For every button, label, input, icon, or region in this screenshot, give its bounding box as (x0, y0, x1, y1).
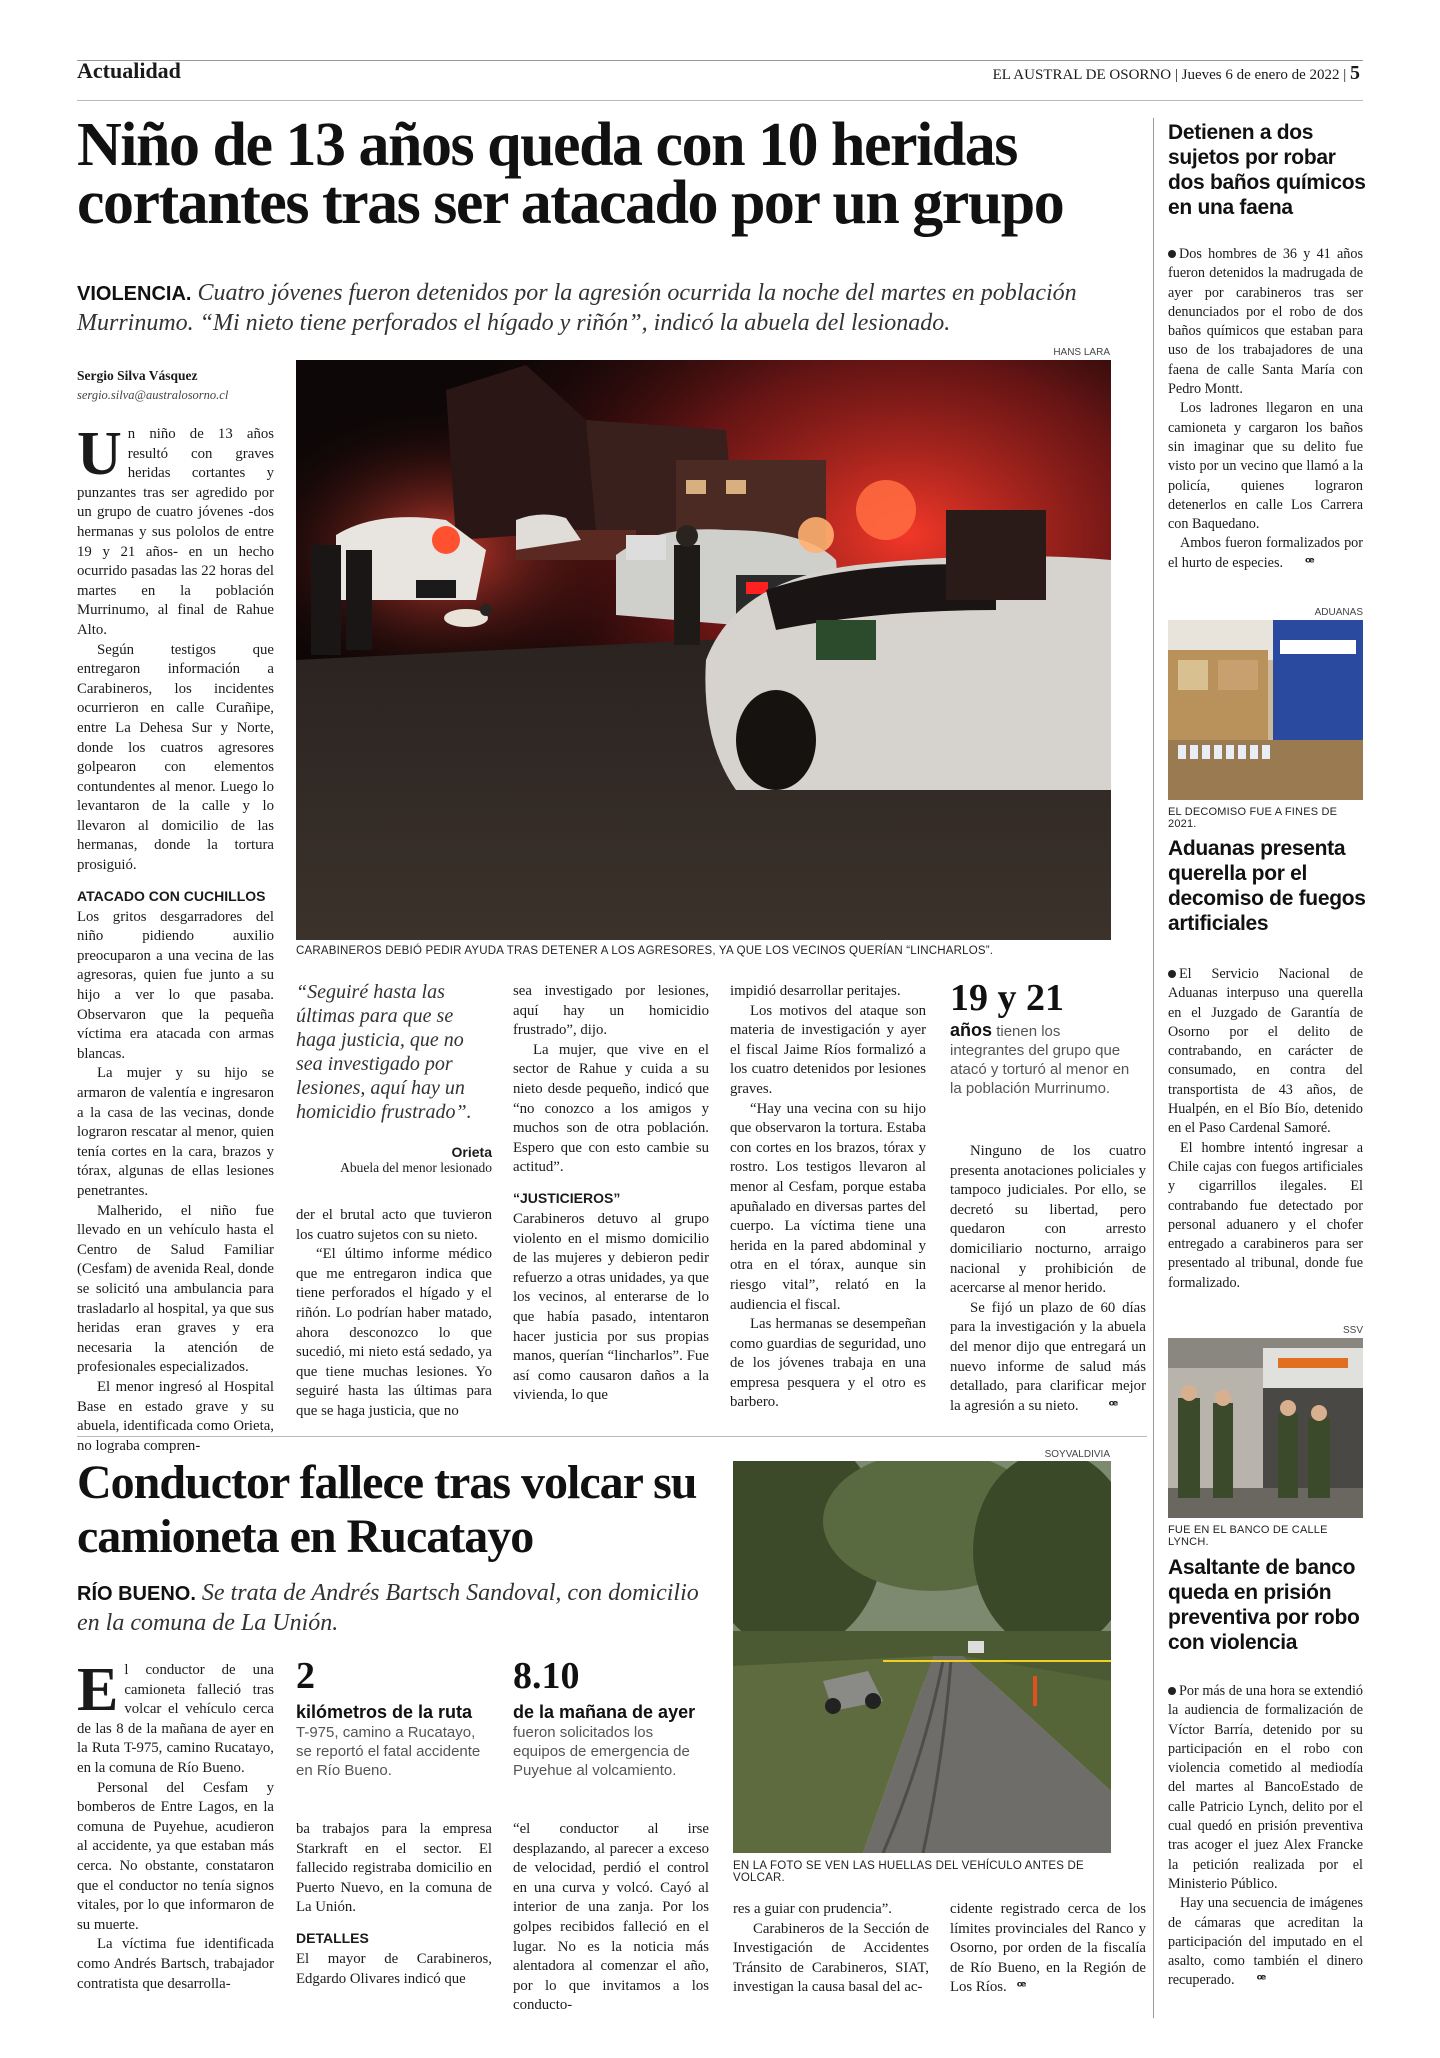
pull-quote (296, 980, 492, 1176)
main-col1-p4: La mujer y su hijo se armaron de valentía e ingresaron a la casa de las vecinas, donde lograron rescatar al menor, quien tenía cortes en la cara, brazos y tórax, algunas de ellas lesiones penetrantes. (77, 1065, 274, 1199)
sidebar-story1-p3: Ambos fueron formalizados por el hurto de especies. (1168, 535, 1363, 571)
second-kicker (77, 1578, 717, 1638)
masthead-name: EL AUSTRAL DE OSORNO (992, 67, 1172, 83)
fact-text: tienen los integrantes del grupo que atacó y torturó al menor en la población Murrinumo. (950, 1023, 1130, 1097)
sidebar-photo2-caption: FUE EN EL BANCO DE CALLE LYNCH. (1168, 1524, 1328, 1548)
main-col1-p5: Malherido, el niño fue llevado en un vehículo hasta el Centro de Salud Familiar (Cesfam) de avenida Real, donde se solicitó una ambulancia para trasladarlo al hospital, ya que sus heridas eran graves y era necesaria la atención de profesionales especializados. (77, 1202, 274, 1376)
main-column-2 (296, 1206, 492, 1422)
second-photo-caption: EN LA FOTO SE VEN LAS HUELLAS DEL VEHÍCULO ANTES DE VOLCAR. (733, 1860, 1084, 1884)
sidebar-headline-3: Asaltante de banco queda en prisión preventiva por robo con violencia (1168, 1556, 1360, 1654)
main-dropcap: U (77, 420, 122, 488)
main-subhead-1: ATACADO CON CUCHILLOS (77, 887, 266, 904)
main-col3-p3: Carabineros detuvo al grupo violento en el mismo domicilio de las mujeres y debieron pedir refuerzo a otras unidades, ya que los vecinos, al enterarse de lo que había pasado, intentaron hacer justicia por sus propias manos, querían “lincharlos”. Fue así como causaron daños a la vivienda, lo que (513, 1210, 709, 1404)
section-label: Actualidad (77, 58, 181, 83)
main-col1-p6: El menor ingresó al Hospital Base en estado grave y su abuela, identificada como Orieta, no lograba compren- (77, 1378, 274, 1454)
main-col2-p2: “El último informe médico que me entregaron indica que tiene perforados el hígado y el riñón. Lo podrían haber matado, ahora desconozco lo que sucedió, mi nieto está sedado, ya que tiene muchas lesiones. Yo seguiré hasta las últimas para que se haga justicia, que no (296, 1246, 492, 1419)
masthead: EL AUSTRAL DE OSORNO | Jueves 6 de enero de 2022 | 5 (992, 62, 1360, 84)
second-subhead: DETALLES (296, 1929, 369, 1946)
main-column-5 (950, 1142, 1146, 1416)
sidebar-story-3 (1168, 1682, 1363, 1991)
rollover-road-photo (733, 1461, 1111, 1853)
main-column-4 (730, 982, 926, 1413)
main-kicker-text: Cuatro jóvenes fueron detenidos por la agresión ocurrida la noche del martes en población Murrinumo. “Mi nieto tiene perforados el hígado y riñón”, indicó la abuela del lesionado. (77, 280, 1077, 336)
second-col2-p1: ba trabajos para la empresa Starkraft en el sector. El fallecido registraba domicilio en Puerto Nuevo, en la comuna de La Unión. (296, 1821, 492, 1916)
second-column-5 (950, 1900, 1146, 1998)
sidebar-story1-p1: Dos hombres de 36 y 41 años fueron detenidos la madrugada de ayer por carabineros tras ser denunciados por el robo de dos baños químicos que estaban para uso de los trabajadores de una faena de calle Santa María con Pedro Montt. (1168, 246, 1363, 398)
sidebar-photo1-caption: EL DECOMISO FUE A FINES DE 2021. (1168, 806, 1338, 830)
sidebar-story-2 (1168, 965, 1363, 1293)
main-col4-p2: Los motivos del ataque son materia de investigación y ayer el fiscal Jaime Ríos formalizó a los cuatro detenidos por lesiones graves. (730, 1002, 926, 1097)
fireworks-seizure-photo (1168, 620, 1363, 800)
bank-police-photo (1168, 1338, 1363, 1518)
second-column-1 (77, 1656, 274, 1994)
sidebar-story2-p1: El Servicio Nacional de Aduanas interpuso una querella en el Juzgado de Garantía de Osorno por el delito de contrabando, en carácter de consumado, en contra del transportista de 43 años, de Hualpén, en el Bío Bío, detenido en el Paso Cardenal Samoré. (1168, 966, 1363, 1137)
end-mark-icon: ꟹ (1305, 554, 1315, 571)
sidebar-photo1-credit: ADUANAS (1314, 607, 1363, 618)
fact1-bold: kilómetros de la ruta (296, 1702, 473, 1722)
second-column-3 (513, 1820, 709, 2016)
end-mark-icon: ꟹ (1108, 1397, 1119, 1414)
fact-number: 19 y 21 (950, 977, 1064, 1019)
fact1-number: 2 (296, 1655, 315, 1697)
main-col5-p1: Ninguno de los cuatro presenta anotaciones policiales y tampoco judiciales. Por ello, se decretó su libertad, pero quedaron con arresto domiciliario nocturno, arraigo nacional y prohibición de acercarse al menor herido. (950, 1143, 1146, 1297)
main-col4-p4: Las hermanas se desempeñan como guardias de seguridad, uno de los jóvenes trabaja en una empresa pesquera y el otro es barbero. (730, 1316, 926, 1411)
fact-box-km (296, 1656, 492, 1780)
main-col1-p1: n niño de 13 años resultó con graves heridas cortantes y punzantes tras ser agredido por un grupo de cuatro jóvenes -dos hermanas y sus pololos de entre 19 y 21 años- en un hecho ocurrido pasadas las 22 horas del martes en la población Murrinumo, al final de Rahue Alto. (77, 426, 274, 638)
fact2-number: 8.10 (513, 1655, 580, 1697)
author-name: Sergio Silva Vásquez (77, 368, 198, 383)
main-col3-p2: La mujer, que vive en el sector de Rahue y cuida a su nieto desde pequeño, indicó que “no conozco a los amigos y muchos son de otra población. Espero que con esto cambie su actitud”. (513, 1041, 709, 1176)
author-email[interactable]: sergio.silva@australosorno.cl (77, 388, 229, 402)
photo-credit: HANS LARA (1053, 347, 1110, 358)
second-col4-p1: res a guiar con prudencia”. (733, 1901, 892, 1917)
second-kicker-tag: RÍO BUENO. (77, 1583, 196, 1605)
second-col5-p1: cidente registrado cerca de los límites provinciales del Ranco y Osorno, por orden de la fiscalía de Río Bueno, en la Región de Los Ríos. (950, 1901, 1146, 1996)
main-col2-p1: der el brutal acto que tuvieron los cuatro sujetos con su nieto. (296, 1207, 492, 1243)
sidebar-headline-1: Detienen a dos sujetos por robar dos baños químicos en una faena (1168, 121, 1366, 219)
sidebar-story-1 (1168, 245, 1363, 573)
fact-bold: años (950, 1020, 993, 1040)
sidebar-story3-p2: Hay una secuencia de imágenes de cámaras que acreditan la participación del imputado en el asalto, como también el dinero recuperado. (1168, 1895, 1363, 1989)
page-number: 5 (1350, 62, 1360, 84)
main-col4-p3: “Hay una vecina con su hijo que observaron la tortura. Estaba con cortes en los brazos, tórax y rostro. Los testigos llevaron al menor al Cesfam, porque estaba apuñalado en diversas partes del cuerpo. La víctima tiene una herida en la pared abdominal y otra en el tórax, aunque sin riesgo vital”, relató en la audiencia el fiscal. (730, 1100, 926, 1313)
second-col2-p2: El mayor de Carabineros, Edgardo Olivares indicó que (296, 1950, 492, 1987)
second-col4-p2: Carabineros de la Sección de Investigación de Accidentes Tránsito de Carabineros, SIAT, investigan la causa basal del ac- (733, 1920, 929, 1996)
pull-quote-role: Abuela del menor lesionado (340, 1160, 492, 1175)
fact-box-ages (950, 978, 1130, 1098)
fact1-text: T-975, camino a Rucatayo, se reportó el fatal accidente en Río Bueno. (296, 1724, 481, 1779)
pull-quote-source: Orieta (451, 1144, 492, 1160)
main-kicker (77, 278, 1147, 338)
second-column-2 (296, 1820, 492, 1989)
second-col1-p3: La víctima fue identificada como Andrés Bartsch, trabajador contratista que desarrolla- (77, 1936, 274, 1992)
main-headline: Niño de 13 años queda con 10 heridas cortantes tras ser atacado por un grupo (77, 111, 1064, 237)
masthead-date: Jueves 6 de enero de 2022 (1181, 67, 1340, 83)
bullet-icon (1168, 250, 1176, 258)
main-col1-p3: Los gritos desgarradores del niño pidiendo auxilio preocuparon a una vecina de las agresoras, quien fue junto a su hijo a ver lo que pasaba. Observaron que la pequeña víctima era atacada con armas blancas. (77, 908, 274, 1062)
main-col1-p2: Según testigos que entregaron información a Carabineros, los incidentes ocurrieron en calle Curañipe, entre La Dehesa Sur y Norte, donde los cuatros agresores golpearon con elementos contundentes al menor. Luego lo levantaron de la calle y lo llevaron al domicilio de las hermanas, donde la tortura prosiguió. (77, 641, 274, 874)
main-column-3 (513, 982, 709, 1406)
main-col5-p2: Se fijó un plazo de 60 días para la investigación y la abuela del menor dijo que entregará un nuevo informe de salud más detallado, para clarificar mejor la agresión a su nieto. (950, 1299, 1146, 1414)
second-col1-p2: Personal del Cesfam y bomberos de Entre Lagos, en la comuna de Puyehue, acudieron al accidente, ya que estaban más cerca. No obstante, constataron que el conductor no tenía signos vitales, por lo que informaron de su muerte. (77, 1779, 274, 1933)
fact2-text: fueron solicitados los equipos de emergencia de Puyehue al volcamiento. (513, 1724, 690, 1779)
second-col3-p1: “el conductor al irse desplazando, al parecer a exceso de velocidad, perdió el control en una curva y volcó. Cayó al interior de una zanja. Por los golpes recibidos falleció en el lugar. No es la noticia más alentadora al comenzar el año, por lo que invitamos a los conducto- (513, 1821, 709, 2014)
fact2-bold: de la mañana de ayer (513, 1702, 696, 1722)
second-col1-p1: l conductor de una camioneta falleció tras volcar el vehículo cerca de las 8 de la mañana de ayer en la Ruta T-975, camino Rucatayo, en la comuna de Río Bueno. (77, 1662, 274, 1776)
pull-quote-text: “Seguiré hasta las últimas para que se haga justicia, que no sea investigado por lesiones, aquí hay un homicidio frustrado”. (296, 981, 472, 1123)
police-scene-photo (296, 360, 1111, 940)
end-mark-icon: ꟹ (1256, 1972, 1267, 1989)
main-col3-p1: sea investigado por lesiones, aquí hay un homicidio frustrado”, dijo. (513, 983, 709, 1039)
main-subhead-2: “JUSTICIEROS” (513, 1189, 621, 1206)
main-column-1 (77, 420, 274, 1456)
sidebar-story3-p1: Por más de una hora se extendió la audiencia de formalización de Víctor Barría, detenido por su participación en el robo con violencia cometido al mediodía del martes al BancoEstado de calle Patricio Lynch, delito por el cual quedó en prisión preventiva tras acoger el juez Alex Francke la petición realizada por el Ministerio Público. (1168, 1683, 1363, 1892)
main-photo-caption: CARABINEROS DEBIÓ PEDIR AYUDA TRAS DETENER A LOS AGRESORES, YA QUE LOS VECINOS QUERÍAN “LINCHARLOS”. (296, 945, 994, 957)
fact-box-time (513, 1656, 709, 1780)
sidebar-story1-p2: Los ladrones llegaron en una camioneta y cargaron los baños sin imaginar que su delito fue visto por un vecino que llamó a la policía, quienes lograron detenerlos en calle Los Carrera con Baquedano. (1168, 400, 1363, 533)
second-kicker-text: Se trata de Andrés Bartsch Sandoval, con domicilio en la comuna de La Unión. (77, 1580, 699, 1636)
bullet-icon (1168, 1687, 1176, 1695)
main-kicker-tag: VIOLENCIA. (77, 283, 192, 305)
second-headline: Conductor fallece tras volcar su camioneta en Rucatayo (77, 1456, 697, 1563)
bullet-icon (1168, 970, 1176, 978)
sidebar-photo2-credit: SSV (1342, 1325, 1363, 1336)
sidebar-headline-2: Aduanas presenta querella por el decomiso de fuegos artificiales (1168, 837, 1366, 935)
main-col4-p1: impidió desarrollar peritajes. (730, 983, 901, 999)
sidebar-story2-p2: El hombre intentó ingresar a Chile cajas con fuegos artificiales y cigarrillos ilegales. El contrabando fue detectado por personal aduanero y el chofer entregado a carabineros para ser presentado al tribunal, donde fue formalizado. (1168, 1139, 1363, 1291)
second-column-4 (733, 1900, 929, 1998)
end-mark-icon: ꟹ (1016, 1979, 1027, 1996)
second-dropcap: E (77, 1656, 119, 1724)
second-photo-credit: SOYVALDIVIA (1044, 1449, 1110, 1460)
